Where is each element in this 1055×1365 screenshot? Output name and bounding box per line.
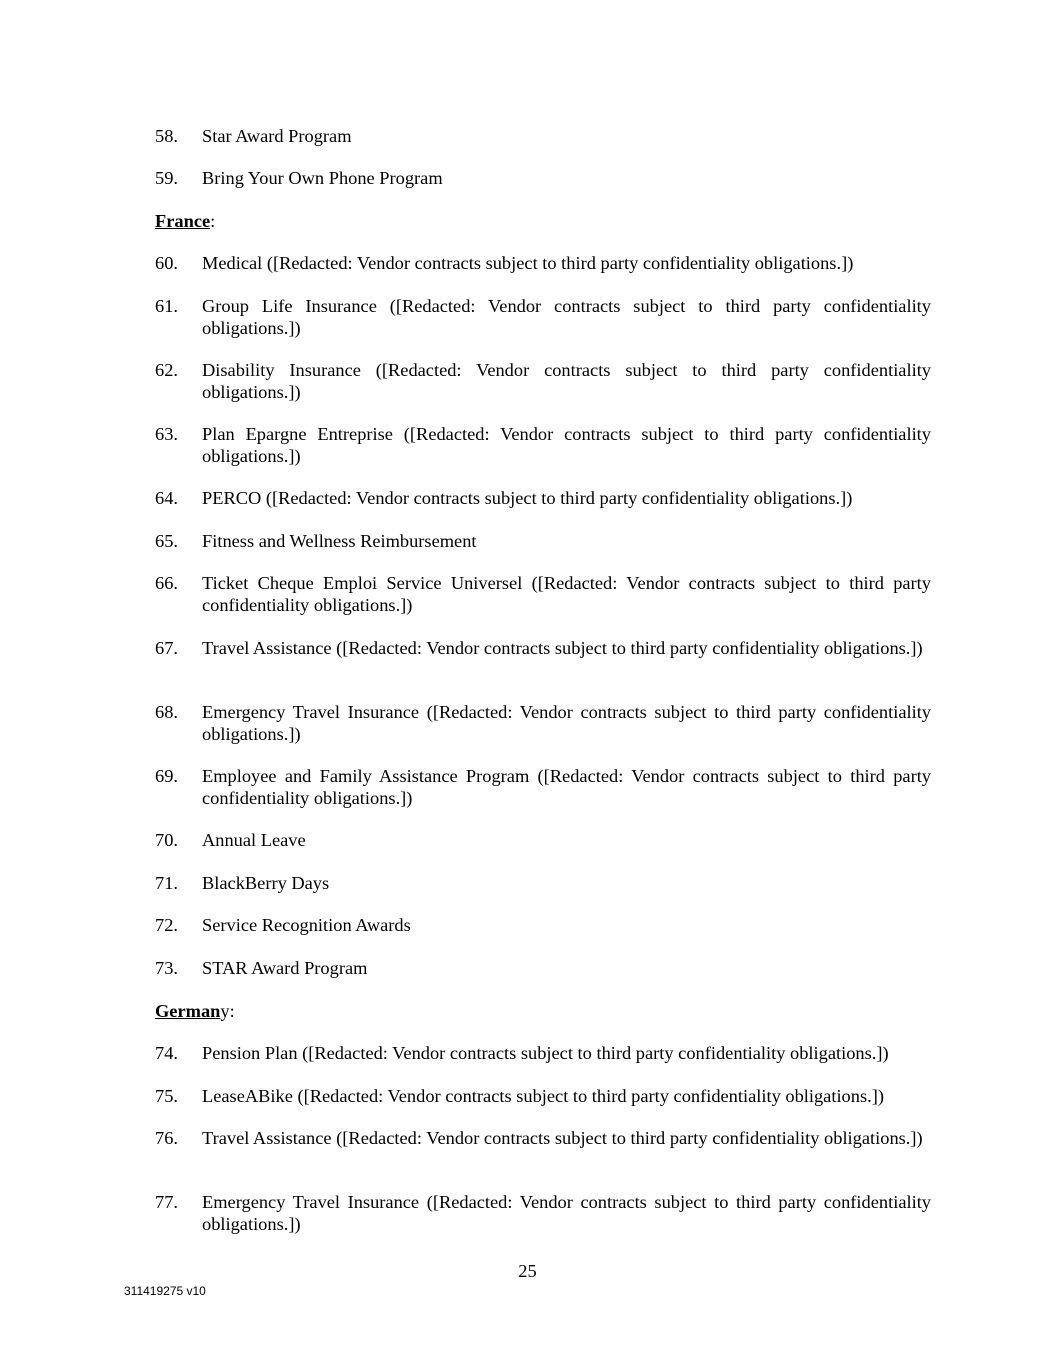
item-text: Group Life Insurance ([Redacted: Vendor contracts subject to third party confidentiality obligations.]) [202,296,931,338]
item-number: 70. [155,830,178,850]
item-text: Plan Epargne Entreprise ([Redacted: Vendor contracts subject to third party confidentiality obligations.]) [202,424,931,466]
item-number: 67. [155,638,178,658]
item-text: Star Award Program [202,126,352,146]
item-number: 62. [155,360,178,380]
heading-suffix: y: [220,1001,235,1021]
item-number: 73. [155,958,178,978]
item-text: Emergency Travel Insurance ([Redacted: Vendor contracts subject to third party confidentiality obligations.]) [202,1192,931,1234]
list-item [155,295,931,339]
item-number: 77. [155,1192,178,1212]
list-item [155,829,931,851]
list-item [155,914,931,936]
heading-label: France [155,211,211,231]
list-item [155,1042,931,1064]
item-text: Medical ([Redacted: Vendor contracts subject to third party confidentiality obligations.]) [202,253,854,273]
item-text: Pension Plan ([Redacted: Vendor contracts subject to third party confidentiality obligations.]) [202,1043,889,1063]
heading-label: German [155,1001,221,1021]
item-number: 68. [155,702,178,722]
list-item [155,167,931,189]
item-text: Employee and Family Assistance Program ([Redacted: Vendor contracts subject to third party confidentiality obligations.]) [202,766,931,808]
item-number: 64. [155,488,178,508]
section-heading-germany [155,1000,235,1022]
item-text: Travel Assistance ([Redacted: Vendor contracts subject to third party confidentiality obligations.]) [202,1128,923,1148]
list-item [155,957,931,979]
item-number: 61. [155,296,178,316]
item-text: LeaseABike ([Redacted: Vendor contracts subject to third party confidentiality obligations.]) [202,1086,884,1106]
item-text: Emergency Travel Insurance ([Redacted: Vendor contracts subject to third party confidentiality obligations.]) [202,702,931,744]
item-number: 59. [155,168,178,188]
item-text: Disability Insurance ([Redacted: Vendor contracts subject to third party confidentiality obligations.]) [202,360,931,402]
list-item [155,423,931,467]
list-item [155,637,931,659]
document-id: 311419275 v10 [124,1284,206,1298]
list-item [155,125,931,147]
heading-suffix: : [210,211,216,231]
item-number: 72. [155,915,178,935]
item-text: Travel Assistance ([Redacted: Vendor contracts subject to third party confidentiality obligations.]) [202,638,923,658]
section-heading-france [155,210,215,232]
item-text: STAR Award Program [202,958,368,978]
list-item [155,1191,931,1235]
item-text: Ticket Cheque Emploi Service Universel ([Redacted: Vendor contracts subject to third party confidentiality obligations.]) [202,573,931,615]
item-text: BlackBerry Days [202,873,330,893]
list-item [155,701,931,745]
list-item [155,1085,931,1107]
item-number: 65. [155,531,178,551]
item-number: 69. [155,766,178,786]
item-number: 66. [155,573,178,593]
item-number: 76. [155,1128,178,1148]
item-number: 60. [155,253,178,273]
page-number: 25 [518,1261,537,1281]
list-item [155,572,931,616]
list-item [155,1127,931,1149]
item-text: Service Recognition Awards [202,915,411,935]
item-number: 58. [155,126,178,146]
item-text: Annual Leave [202,830,306,850]
item-text: PERCO ([Redacted: Vendor contracts subject to third party confidentiality obligations.]) [202,488,853,508]
list-item [155,872,931,894]
item-number: 71. [155,873,178,893]
item-text: Fitness and Wellness Reimbursement [202,531,477,551]
item-number: 75. [155,1086,178,1106]
list-item [155,252,931,274]
item-number: 63. [155,424,178,444]
list-item [155,359,931,403]
list-item [155,530,931,552]
item-number: 74. [155,1043,178,1063]
item-text: Bring Your Own Phone Program [202,168,443,188]
list-item [155,765,931,809]
list-item [155,487,931,509]
